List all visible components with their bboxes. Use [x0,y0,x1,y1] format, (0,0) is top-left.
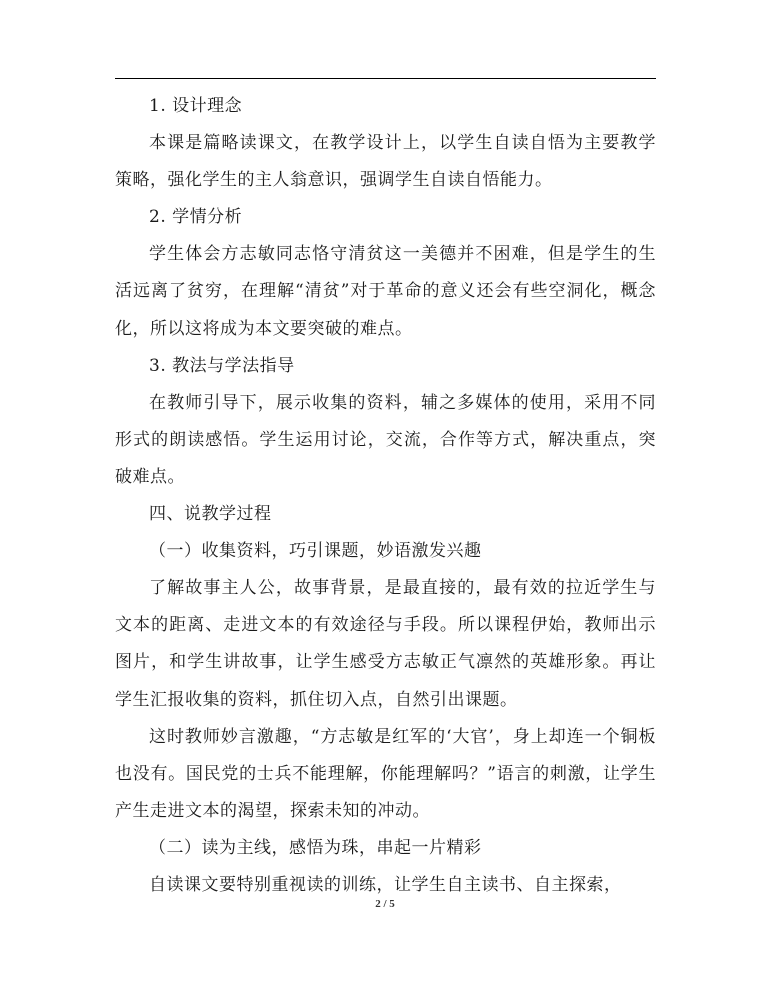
header-rule [115,78,656,79]
paragraph-teaching-methods: 在教师引导下，展示收集的资料，辅之多媒体的使用，采用不同形式的朗读感悟。学生运用讨论，交流，合作等方式，解决重点，突破难点。 [115,392,656,487]
paragraph-design-concept: 本课是篇略读课文，在教学设计上，以学生自读自悟为主要教学策略，强化学生的主人翁意识，强调学生自读自悟能力。 [115,133,656,191]
heading-teaching-process: 四、说教学过程 [149,504,272,525]
paragraph-learner-analysis: 学生体会方志敏同志恪守清贫这一美德并不困难，但是学生的生活远离了贫穷，在理解“清贫”对于革命的意义还会有些空洞化，概念化，所以这将成为本文要突破的难点。 [115,244,656,339]
subheading-reading-mainline: （二）读为主线，感悟为珠，串起一片精彩 [149,837,482,858]
subheading-collect-materials: （一）收集资料，巧引课题，妙语激发兴趣 [149,541,482,562]
page-number: 2 / 5 [375,898,395,910]
heading-design-concept: 1. 设计理念 [149,96,243,116]
paragraph-self-reading: 自读课文要特别重视读的训练，让学生自主读书、自主探索， [149,874,622,895]
paragraph-teacher-quote: 这时教师妙言激趣，“方志敏是红军的‘大官’，身上却连一个铜板也没有。国民党的士兵不能理解，你能理解吗？”语言的刺激，让学生产生走进文本的渴望，探索未知的冲动。 [115,726,656,821]
document-body [115,88,656,904]
paragraph-story-background: 了解故事主人公，故事背景，是最直接的，最有效的拉近学生与文本的距离、走进文本的有效途径与手段。所以课程伊始，教师出示图片，和学生讲故事，让学生感受方志敏正气凛然的英雄形象。再让学生汇报收集的资料，抓住切入点，自然引出课题。 [115,578,656,710]
heading-teaching-methods: 3. 教法与学法指导 [149,355,295,376]
heading-learner-analysis: 2. 学情分析 [149,207,243,228]
